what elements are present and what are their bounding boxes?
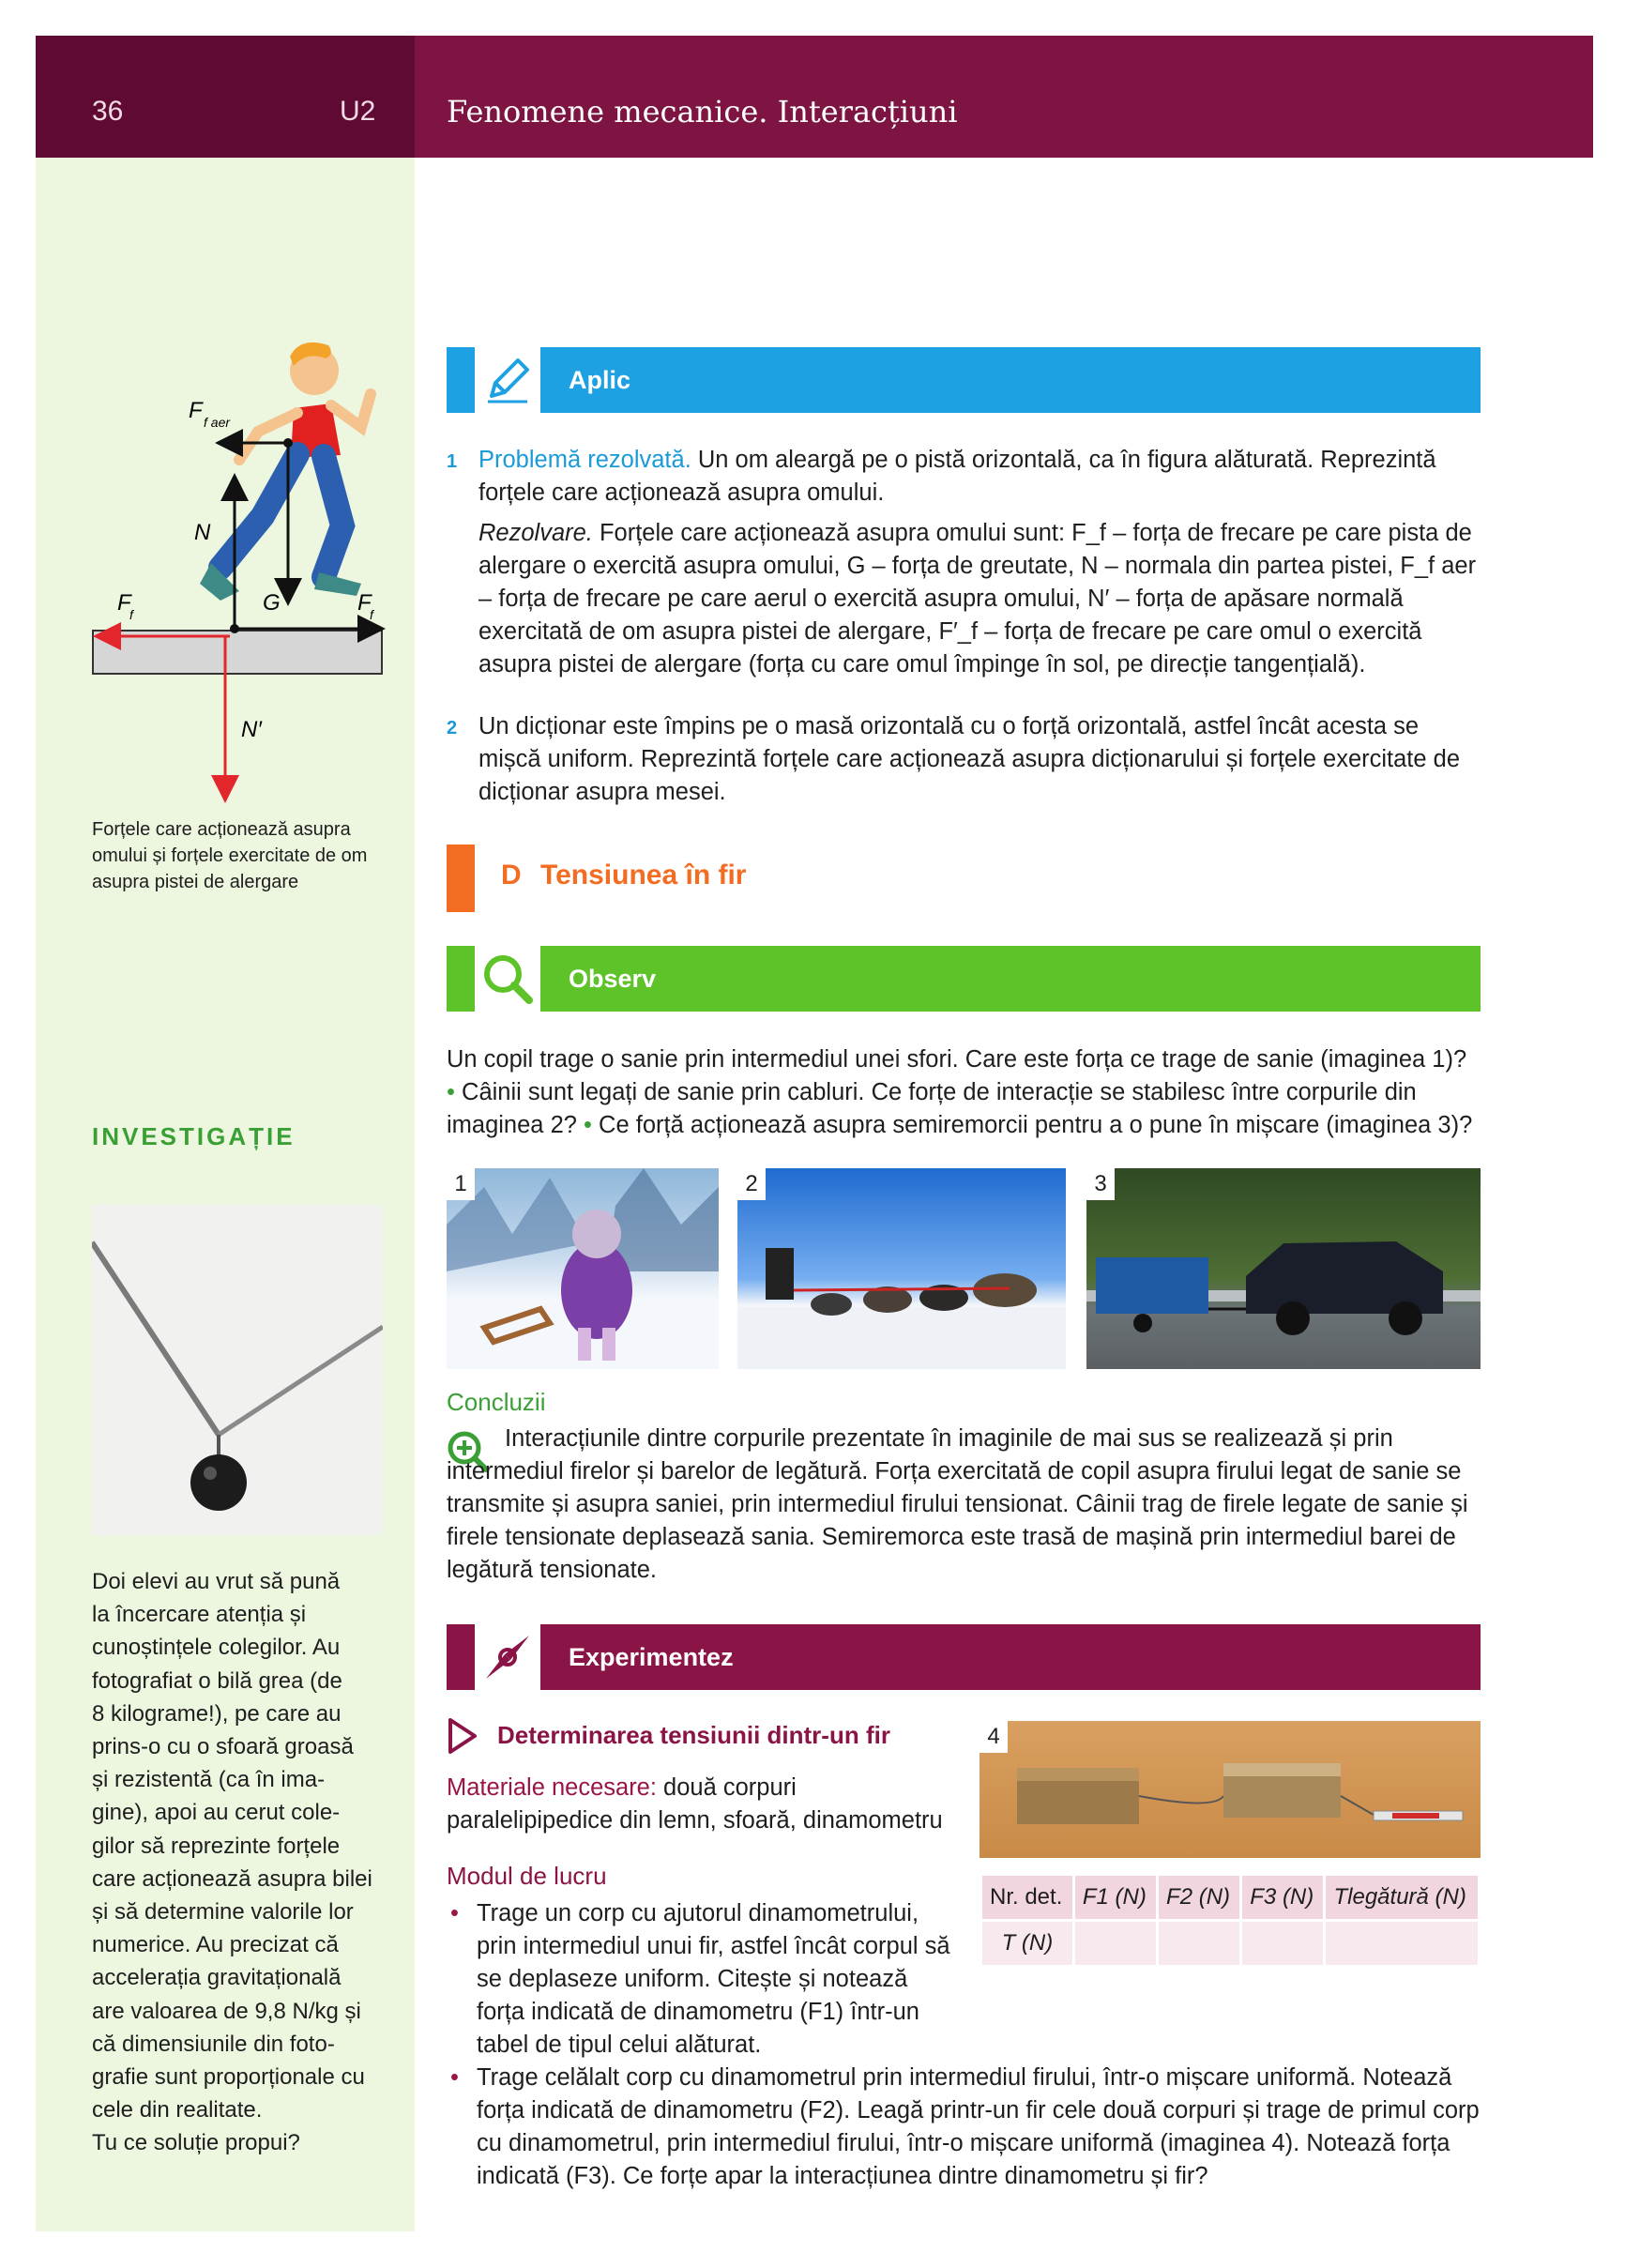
step-2: • Trage celălalt corp cu dinamometrul prin intermediul firului, într-o mișcare uniformă. Notează forța indicată de dinamometru (F2). Leagă printr-un fir cele două corpuri și trage de primul corp cu dinamometrul, prin intermediul firului, într-o mișcare uniformă (imaginea 4). Notează forța indicată (F3). Ce forțe apar la interacțiunea dintre dinamometru și fir? [447, 2062, 1481, 2193]
play-triangle-icon [447, 1717, 478, 1755]
experimentez-bar [447, 1624, 1481, 1690]
experiment-subtitle: Determinarea tensiunii dintr-un fir [497, 1721, 890, 1749]
problem-1-lead: Problemă rezolvată. [478, 447, 691, 473]
materials-lead: Materiale necesare: [447, 1774, 657, 1801]
label-g: G [263, 590, 281, 616]
observ-question-2: Câinii sunt legați de sanie prin cabluri. Ce forțe de interacție se stabilesc între corpurile din imaginea 2? [447, 1079, 1417, 1138]
observ-bar [447, 946, 1481, 1012]
problem-2-number: 2 [447, 718, 458, 738]
table-header-cell: Tlegătură (N) [1325, 1875, 1480, 1921]
problem-1-text: Un om aleargă pe o pistă orizontală, ca în figura alăturată. Reprezintă forțele care acționează asupra omului. [478, 447, 1436, 506]
unit-label: U2 [340, 96, 376, 127]
concluzii-title: Concluzii [447, 1388, 546, 1416]
ball-rope-photo [92, 1205, 383, 1535]
figure-caption: Forțele care acționează asupra omului și forțele exercitate de om asupra pistei de alergare [92, 819, 368, 892]
photo-wooden-blocks [980, 1721, 1481, 1858]
runner-force-diagram [89, 338, 408, 807]
materials-body: două corpuri paralelipipedice din lemn, sfoară, dinamometru [447, 1774, 943, 1834]
chapter-title: Fenomene mecanice. Interacțiuni [447, 94, 958, 129]
page-number: 36 [92, 96, 124, 127]
method-title: Modul de lucru [447, 1862, 607, 1890]
aplic-problem-1 [447, 444, 1481, 681]
label-f-aer-sub: f aer [204, 415, 231, 430]
table-row-label: T (N) [981, 1921, 1074, 1967]
experimentez-title: Experimentez [569, 1643, 734, 1671]
photo-4-label: 4 [980, 1721, 1008, 1753]
label-f-aer: F [189, 398, 203, 423]
section-d-title: Tensiunea în fir [540, 860, 747, 890]
problem-2-text: Un dicționar este împins pe o masă orizontală cu o forță orizontală, astfel încât acesta se mișcă uniform. Reprezintă forțele care acționează asupra dicționarului și forțele exercitate de dicționar asupra mesei. [478, 713, 1461, 805]
photo-1-label: 1 [447, 1168, 475, 1200]
observ-question-3: Ce forță acționează asupra semiremorcii pentru a o pune în mișcare (imaginea 3)? [591, 1112, 1473, 1138]
problem-1-number: 1 [447, 451, 458, 472]
label-ff-prime: F [117, 590, 131, 616]
section-d-letter: D [501, 860, 522, 890]
runner-figure [200, 342, 371, 601]
pencil-icon [447, 347, 540, 413]
photo-3-label: 3 [1086, 1168, 1115, 1200]
observ-title: Observ [569, 965, 657, 993]
materials-text [447, 1772, 953, 1837]
method-steps [447, 1897, 1481, 2193]
label-n: N [194, 520, 211, 545]
table-header-cell: F3 (N) [1241, 1875, 1325, 1921]
label-ff-prime-sub: f [129, 607, 133, 622]
observ-text [447, 1043, 1481, 1142]
aplic-title: Aplic [569, 366, 631, 394]
observ-question-1: Un copil trage o sanie prin intermediul unei sfori. Care este forța ce trage de sanie (imaginea 1)? [447, 1046, 1467, 1073]
step-1: • Trage un corp cu ajutorul dinamometrului, prin intermediul unui fir, astfel încât corpul să se deplaseze uniform. Citește și notează forța indicată de dinamometru (F1) într-un tabel de tipul celui alăturat. [447, 1897, 1481, 2062]
label-ff-sub: f [370, 607, 373, 622]
photo-2-label: 2 [737, 1168, 766, 1200]
photo-child-sled [447, 1168, 719, 1369]
concluzii-text: Interacțiunile dintre corpurile prezentate în imaginile de mai sus se realizează și prin intermediul firelor și barelor de legătură. Forța exercitată de copil asupra firului legat de sanie se transmite și asupra saniei, prin intermediul firului tensionat. Câinii trag de firele legate de sanie și firele tensionate deplasează sania. Semiremorca este trasă de mașină prin intermediul barei de legătură tensionate. [447, 1425, 1468, 1583]
magnifier-icon [447, 946, 540, 1012]
observ-bullet-1: • [447, 1079, 455, 1105]
table-header-cell: F2 (N) [1158, 1875, 1241, 1921]
photo-dog-sled [737, 1168, 1066, 1369]
photo-car-trailer [1086, 1168, 1481, 1369]
table-header-cell: F1 (N) [1073, 1875, 1157, 1921]
investigation-title: INVESTIGAȚIE [92, 1122, 296, 1150]
section-d-marker [447, 845, 475, 912]
rezolvare-text: Forțele care acționează asupra omului sunt: F_f – forța de frecare pe care pista de alergare o exercită asupra omului, G – forța de greutate, N – normala din partea pistei, F_f aer – forța de frecare pe care aerul o exercită asupra omului, N′ – forța de apăsare normală exercitată de om asupra pistei de alergare, F′_f – forța de frecare pe care omul o exercită asupra pistei de alergare (forța cu care omul împinge în sol, pe direcție tangențială). [478, 520, 1477, 677]
aplic-bar [447, 347, 1481, 413]
observ-bullet-2: • [584, 1112, 592, 1138]
label-n-prime: N′ [241, 717, 262, 742]
rezolvare-lead: Rezolvare. [478, 520, 593, 546]
aplic-problem-2 [447, 710, 1481, 809]
compass-icon [447, 1624, 540, 1690]
investigation-text: Doi elevi au vrut să pună la încercare atenția și cunoștințele colegilor. Au fotografiat o bilă grea (de 8 kilograme!), pe care au prins-o cu o sfoară groasă și rezistentă (ca în ima- gine), apoi au cerut cole- gilor să reprezinte forțele care acționează asupra bilei și să determine valorile lor numerice. Au precizat că accelerația gravitațională are valoarea de 9,8 N/kg și că dimensiunile din foto- grafie sunt proporționale cu cele din realitate. Tu ce soluție propui? [92, 1569, 372, 2156]
label-ff: F [357, 590, 372, 616]
table-header-cell: Nr. det. [981, 1875, 1074, 1921]
rezolvare-block [478, 517, 1481, 681]
